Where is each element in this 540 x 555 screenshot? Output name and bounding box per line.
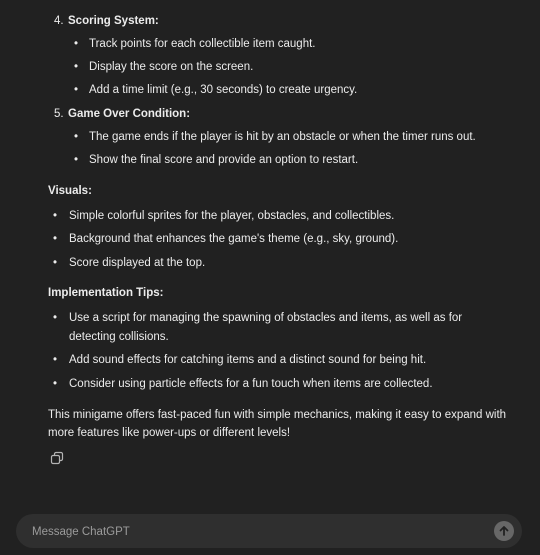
list-item: • Show the final score and provide an option to restart.	[48, 151, 508, 170]
list-item: • Add sound effects for catching items and a distinct sound for being hit.	[48, 351, 508, 370]
list-item: • Display the score on the screen.	[48, 58, 508, 77]
step-number: 4.	[54, 15, 64, 27]
list-item: • Score displayed at the top.	[48, 254, 508, 273]
visuals-heading: Visuals:	[48, 184, 92, 197]
tips-heading: Implementation Tips:	[48, 287, 164, 300]
send-button[interactable]	[494, 521, 514, 541]
step-5	[48, 105, 508, 124]
message-composer	[16, 514, 522, 548]
closing-paragraph: This minigame offers fast-paced fun with simple mechanics, making it easy to expand with more features like power-ups or different levels!	[48, 408, 507, 440]
message-input[interactable]	[30, 514, 474, 550]
list-item: • Background that enhances the game's theme (e.g., sky, ground).	[48, 230, 508, 249]
step-4	[48, 12, 508, 31]
arrow-up-icon	[498, 525, 510, 537]
list-item: • Use a script for managing the spawning of obstacles and items, as well as for detecting collisions.	[48, 309, 508, 346]
step-title: Scoring System:	[68, 15, 159, 27]
step-4-list	[48, 35, 508, 100]
step-number: 5.	[54, 108, 64, 120]
step-5-list	[48, 128, 508, 170]
list-item: • Add a time limit (e.g., 30 seconds) to create urgency.	[48, 81, 508, 100]
list-item: • Simple colorful sprites for the player, obstacles, and collectibles.	[48, 207, 508, 226]
copy-icon[interactable]	[50, 451, 64, 465]
visuals-list	[48, 207, 508, 273]
list-item: • Track points for each collectible item caught.	[48, 35, 508, 54]
list-item: • The game ends if the player is hit by an obstacle or when the timer runs out.	[48, 128, 508, 147]
tips-list	[48, 309, 508, 394]
step-title: Game Over Condition:	[68, 108, 191, 120]
list-item: • Consider using particle effects for a fun touch when items are collected.	[48, 375, 508, 394]
assistant-message	[48, 0, 508, 443]
